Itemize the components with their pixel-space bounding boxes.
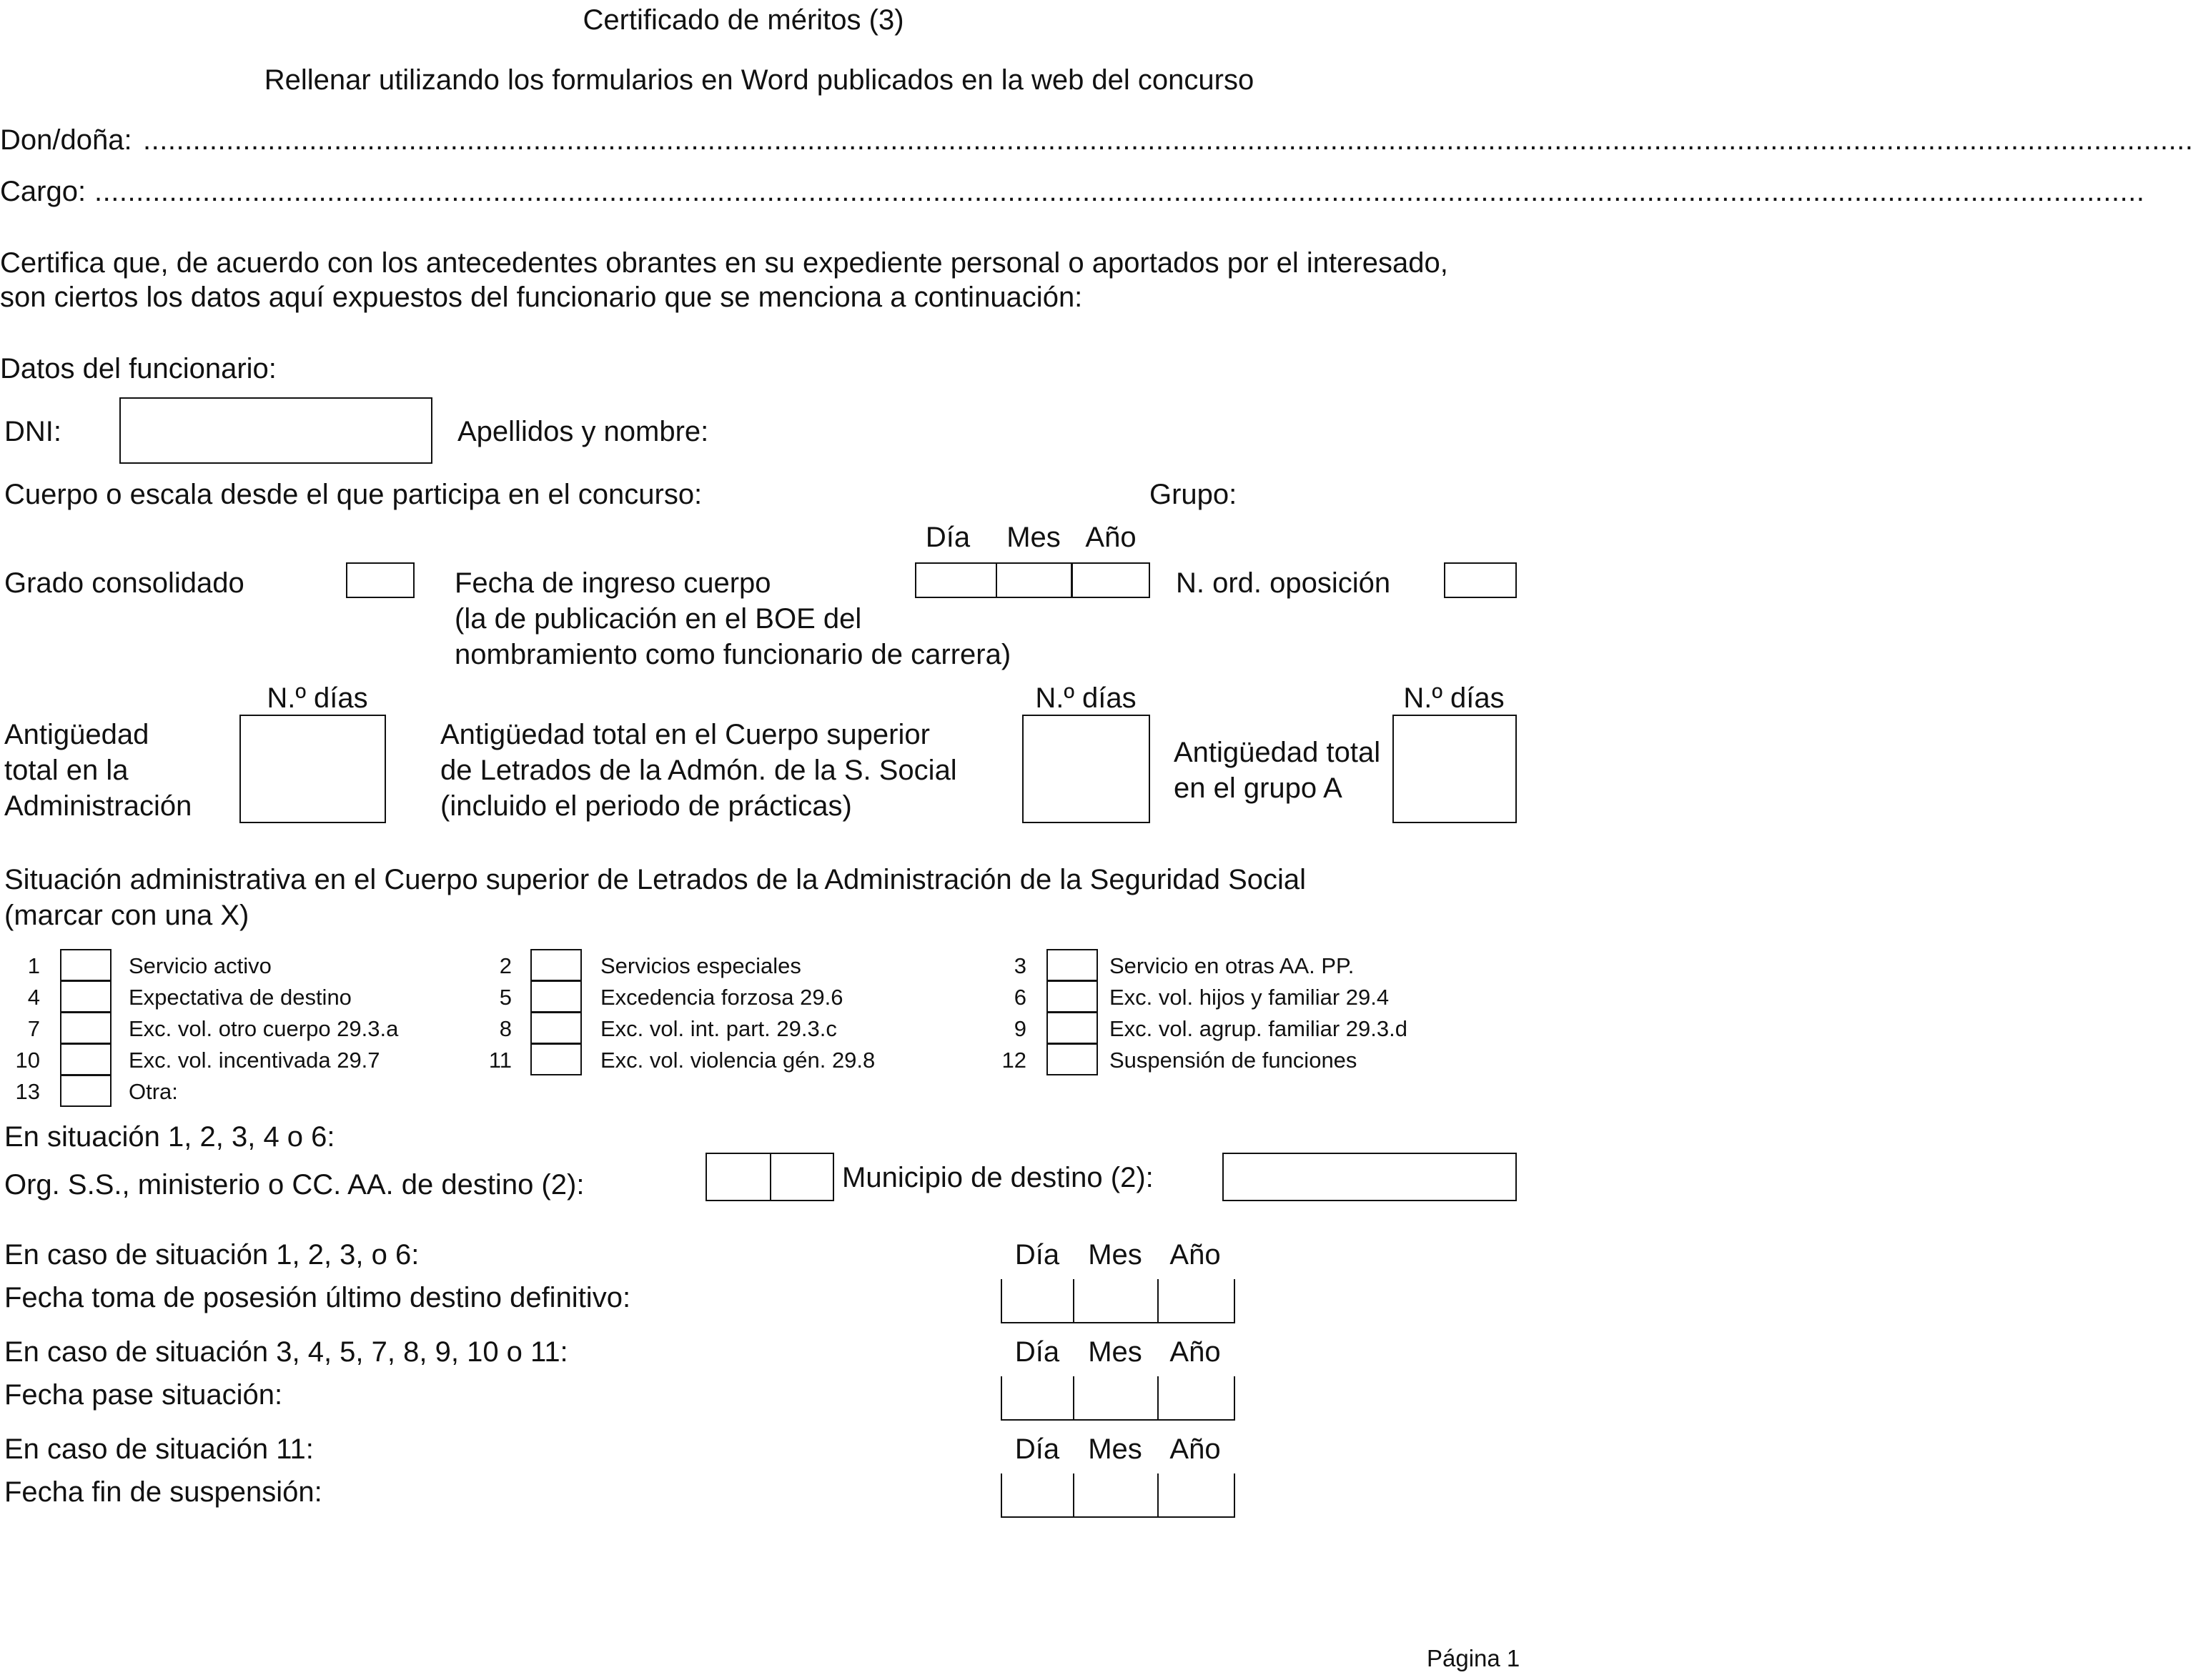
date1-field-label: Fecha toma de posesión último destino definitivo:: [4, 1282, 631, 1313]
destination-org-label: Org. S.S., ministerio o CC. AA. de destino (2):: [4, 1169, 585, 1201]
destination-org-code-2[interactable]: [770, 1153, 834, 1201]
official-section-label: Datos del funcionario:: [0, 353, 277, 384]
date2-month-header: Mes: [1088, 1336, 1142, 1368]
page-subtitle: Rellenar utilizando los formularios en Word publicados en la web del concurso: [264, 64, 1254, 96]
situation-number: 3: [1014, 953, 1026, 978]
situation-number: 6: [1014, 985, 1026, 1010]
date3-input: [1001, 1473, 1235, 1518]
entry-date-note-1: (la de publicación en el BOE del: [455, 603, 862, 635]
date1-input: [1001, 1279, 1235, 1323]
corps-seniority-label-2: de Letrados de la Admón. de la S. Social: [440, 755, 957, 786]
date1-day-input[interactable]: [1002, 1279, 1073, 1322]
date3-year-input[interactable]: [1157, 1473, 1233, 1516]
situation-10-checkbox[interactable]: [60, 1043, 112, 1075]
entry-month-input[interactable]: [996, 562, 1073, 598]
destination-org-input: [706, 1153, 834, 1201]
entry-date-label: Fecha de ingreso cuerpo: [455, 567, 771, 599]
order-number-label: N. ord. oposición: [1176, 567, 1391, 599]
date2-month-input[interactable]: [1073, 1376, 1157, 1419]
situation-label: Otra:: [129, 1079, 178, 1104]
date1-condition-label: En caso de situación 1, 2, 3, o 6:: [4, 1239, 420, 1271]
date2-year-input[interactable]: [1157, 1376, 1233, 1419]
situation-label: Exc. vol. otro cuerpo 29.3.a: [129, 1016, 399, 1041]
situation-label: Exc. vol. hijos y familiar 29.4: [1109, 985, 1390, 1010]
corps-seniority-label-3: (incluido el periodo de prácticas): [440, 790, 852, 822]
order-number-input[interactable]: [1444, 562, 1517, 598]
date3-condition-label: En caso de situación 11:: [4, 1433, 314, 1465]
situation-2-checkbox[interactable]: [530, 949, 582, 981]
situation-12-checkbox[interactable]: [1046, 1043, 1098, 1075]
admin-seniority-label-2: total en la: [4, 755, 129, 786]
situation-label: Excedencia forzosa 29.6: [600, 985, 843, 1010]
destination-org-code-1[interactable]: [706, 1153, 771, 1201]
entry-date-note-2: nombramiento como funcionario de carrera): [455, 639, 1011, 670]
situation-6-checkbox[interactable]: [1046, 980, 1098, 1013]
situation-label: Exc. vol. incentivada 29.7: [129, 1048, 380, 1073]
situation-number: 9: [1014, 1016, 1026, 1041]
date1-day-header: Día: [1014, 1239, 1060, 1271]
grade-label: Grado consolidado: [4, 567, 244, 599]
date2-day-header: Día: [1014, 1336, 1060, 1368]
statement-line-2: son ciertos los datos aquí expuestos del funcionario que se menciona a continuación:: [0, 282, 1083, 313]
situation-number: 5: [499, 985, 512, 1010]
situation-number: 8: [499, 1016, 512, 1041]
admin-seniority-input[interactable]: [239, 715, 386, 823]
name-label: Don/doña:: [0, 124, 132, 156]
groupA-seniority-label-1: Antigüedad total: [1174, 737, 1381, 768]
entry-day-input[interactable]: [915, 562, 997, 598]
situation-number: 12: [1001, 1048, 1026, 1073]
date2-field-label: Fecha pase situación:: [4, 1379, 283, 1411]
entry-month-header: Mes: [1006, 522, 1061, 553]
date1-year-input[interactable]: [1157, 1279, 1233, 1322]
destination-condition-label: En situación 1, 2, 3, 4 o 6:: [4, 1121, 335, 1153]
situation-title-1: Situación administrativa en el Cuerpo superior de Letrados de la Administración de la Seguridad Social: [4, 864, 1307, 895]
situation-number: 13: [15, 1079, 40, 1104]
situation-13-checkbox[interactable]: [60, 1075, 112, 1107]
situation-label: Expectativa de destino: [129, 985, 352, 1010]
situation-title-2: (marcar con una X): [4, 900, 249, 931]
dni-input[interactable]: [119, 397, 432, 464]
situation-label: Exc. vol. agrup. familiar 29.3.d: [1109, 1016, 1407, 1041]
groupA-days-header: N.º días: [1403, 682, 1505, 714]
date1-month-input[interactable]: [1073, 1279, 1157, 1322]
admin-seniority-label-3: Administración: [4, 790, 192, 822]
dni-label: DNI:: [4, 416, 61, 447]
situation-number: 2: [499, 953, 512, 978]
groupA-seniority-input[interactable]: [1392, 715, 1517, 823]
position-dotted-line[interactable]: .......................................................................................................................................................................................................................................................: [94, 176, 2145, 207]
situation-7-checkbox[interactable]: [60, 1012, 112, 1044]
date1-year-header: Año: [1169, 1239, 1221, 1271]
statement-line-1: Certifica que, de acuerdo con los antecedentes obrantes en su expediente personal o aportados por el interesado,: [0, 247, 1448, 279]
situation-label: Exc. vol. int. part. 29.3.c: [600, 1016, 837, 1041]
municipality-input[interactable]: [1222, 1153, 1517, 1201]
body-label: Cuerpo o escala desde el que participa en el concurso:: [4, 479, 703, 510]
date2-year-header: Año: [1169, 1336, 1221, 1368]
page-title: Certificado de méritos (3): [583, 4, 904, 36]
date3-day-input[interactable]: [1002, 1473, 1073, 1516]
corps-seniority-input[interactable]: [1022, 715, 1150, 823]
situation-label: Servicio en otras AA. PP.: [1109, 953, 1355, 978]
date3-day-header: Día: [1014, 1433, 1060, 1465]
entry-year-input[interactable]: [1071, 562, 1150, 598]
corps-seniority-label-1: Antigüedad total en el Cuerpo superior: [440, 719, 930, 750]
entry-year-header: Año: [1085, 522, 1137, 553]
situation-1-checkbox[interactable]: [60, 949, 112, 981]
date3-month-input[interactable]: [1073, 1473, 1157, 1516]
situation-label: Servicios especiales: [600, 953, 801, 978]
municipality-label: Municipio de destino (2):: [842, 1162, 1154, 1193]
admin-seniority-label-1: Antigüedad: [4, 719, 149, 750]
situation-number: 4: [27, 985, 40, 1010]
situation-4-checkbox[interactable]: [60, 980, 112, 1013]
date1-month-header: Mes: [1088, 1239, 1142, 1271]
situation-8-checkbox[interactable]: [530, 1012, 582, 1044]
situation-11-checkbox[interactable]: [530, 1043, 582, 1075]
page-number: Página 1: [1427, 1645, 1520, 1671]
situation-5-checkbox[interactable]: [530, 980, 582, 1013]
date2-condition-label: En caso de situación 3, 4, 5, 7, 8, 9, 10 o 11:: [4, 1336, 568, 1368]
grade-input[interactable]: [346, 562, 415, 598]
situation-label: Servicio activo: [129, 953, 272, 978]
situation-number: 7: [27, 1016, 40, 1041]
admin-days-header: N.º días: [267, 682, 368, 714]
situation-9-checkbox[interactable]: [1046, 1012, 1098, 1044]
date3-year-header: Año: [1169, 1433, 1221, 1465]
date3-month-header: Mes: [1088, 1433, 1142, 1465]
name-dotted-line[interactable]: .......................................................................................................................................................................................................................................................: [143, 124, 2193, 156]
situation-number: 11: [488, 1048, 512, 1073]
situation-3-checkbox[interactable]: [1046, 949, 1098, 981]
full-name-label: Apellidos y nombre:: [457, 416, 709, 447]
situation-number: 10: [15, 1048, 40, 1073]
entry-date-input: [915, 562, 1150, 598]
situation-label: Exc. vol. violencia gén. 29.8: [600, 1048, 876, 1073]
situation-number: 1: [27, 953, 40, 978]
corps-days-header: N.º días: [1035, 682, 1137, 714]
groupA-seniority-label-2: en el grupo A: [1174, 772, 1342, 804]
entry-day-header: Día: [925, 522, 971, 553]
group-label: Grupo:: [1149, 479, 1237, 510]
date3-field-label: Fecha fin de suspensión:: [4, 1476, 322, 1508]
position-label: Cargo:: [0, 176, 86, 207]
date2-input: [1001, 1376, 1235, 1421]
situation-label: Suspensión de funciones: [1109, 1048, 1357, 1073]
date2-day-input[interactable]: [1002, 1376, 1073, 1419]
